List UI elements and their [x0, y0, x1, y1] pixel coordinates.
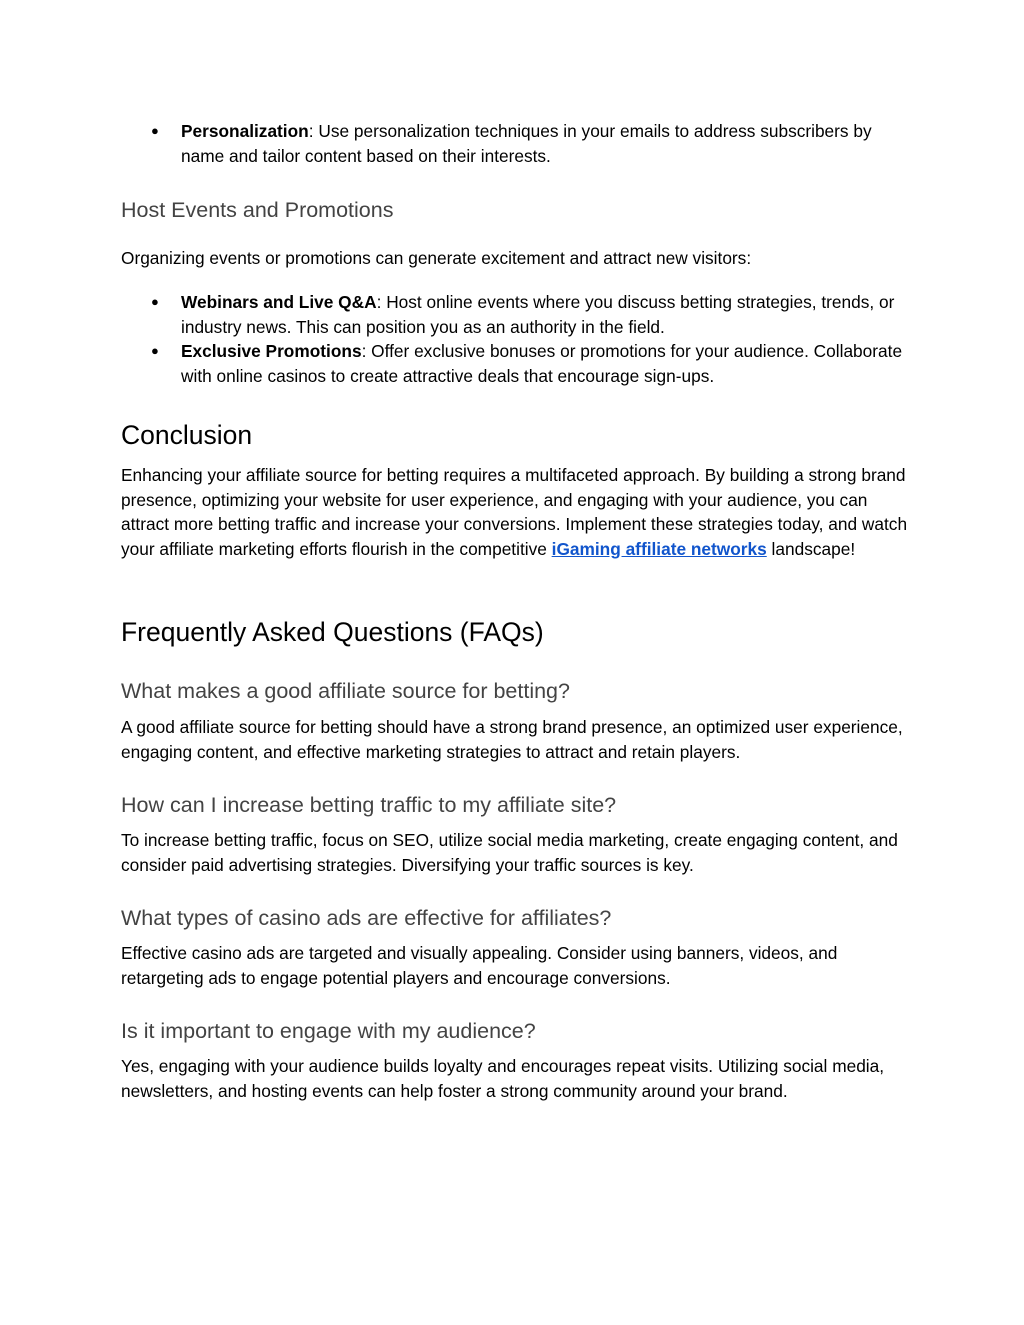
list-item — [121, 290, 911, 339]
top-bullet-list — [121, 119, 911, 168]
events-bullet-list — [121, 290, 911, 388]
conclusion-heading: Conclusion — [121, 420, 253, 450]
bullet-text: : Offer exclusive bonuses or promotions for your audience. Collaborate with online casinos to create attractive deals that encourage sign-ups. — [181, 341, 903, 386]
faq-question: What makes a good affiliate source for betting? — [121, 679, 570, 703]
bullet-text: : Use personalization techniques in your emails to address subscribers by name and tailor content based on their interests. — [181, 121, 872, 166]
faq-answer: Yes, engaging with your audience builds loyalty and encourages repeat visits. Utilizing social media, newsletters, and hosting events can help foster a strong community around your brand. — [121, 1056, 885, 1101]
igaming-affiliate-networks-link[interactable]: iGaming affiliate networks — [551, 538, 767, 559]
list-item — [121, 119, 911, 168]
faq-answer: A good affiliate source for betting should have a strong brand presence, an optimized user experience, engaging content, and effective marketing strategies to attract and retain players. — [121, 717, 903, 762]
events-intro: Organizing events or promotions can generate excitement and attract new visitors: — [121, 248, 752, 268]
bullet-icon: ● — [151, 123, 159, 138]
list-item — [121, 339, 911, 388]
faq-question: What types of casino ads are effective for affiliates? — [121, 906, 612, 930]
bullet-icon: ● — [151, 343, 159, 358]
faq-answer: To increase betting traffic, focus on SEO, utilize social media marketing, create engaging content, and consider paid advertising strategies. Diversifying your traffic sources is key. — [121, 830, 898, 875]
events-heading: Host Events and Promotions — [121, 198, 394, 222]
conclusion-text-end: landscape! — [766, 538, 856, 559]
bullet-text: : Host online events where you discuss betting strategies, trends, or industry news. This can position you as an authority in the field. — [181, 292, 895, 337]
bullet-term: Webinars and Live Q&A — [181, 292, 377, 312]
faq-question: How can I increase betting traffic to my affiliate site? — [121, 793, 617, 817]
faq-answer: Effective casino ads are targeted and visually appealing. Consider using banners, videos, and retargeting ads to engage potential players and encourage conversions. — [121, 943, 838, 988]
bullet-term: Exclusive Promotions — [181, 341, 362, 361]
bullet-icon: ● — [151, 294, 159, 309]
bullet-term: Personalization — [181, 121, 309, 141]
conclusion-text: Enhancing your affiliate source for betting requires a multifaceted approach. By building a strong brand presence, optimizing your website for user experience, and engaging with your audience, you can attract more betting traffic and increase your conversions. Implement these strategies today, and watch your affiliate marketing efforts flourish in the competitive — [121, 465, 908, 559]
faq-question: Is it important to engage with my audience? — [121, 1019, 536, 1043]
conclusion-paragraph — [121, 463, 911, 561]
faqs-heading: Frequently Asked Questions (FAQs) — [121, 617, 544, 647]
